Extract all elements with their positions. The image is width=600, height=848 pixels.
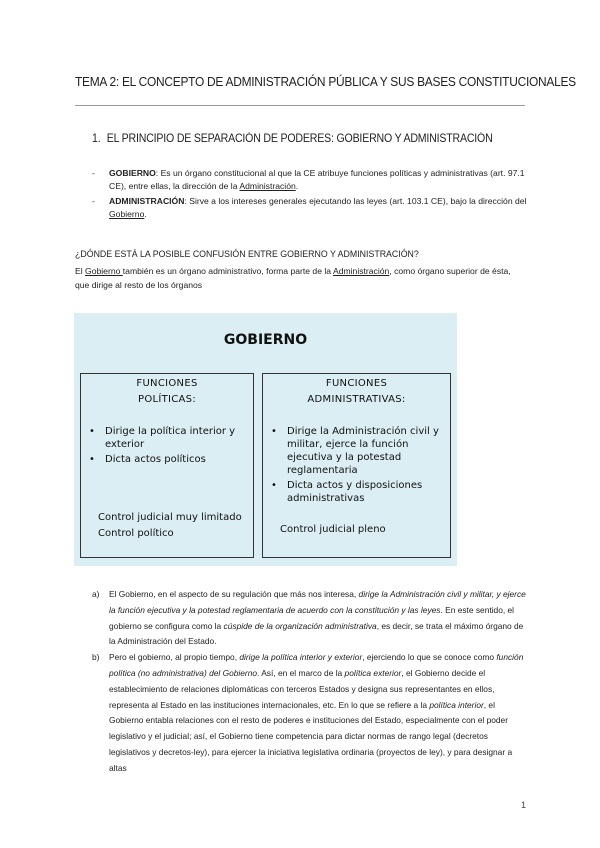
section-heading <box>92 133 493 145</box>
diagram-title: GOBIERNO <box>223 332 308 348</box>
term-gobierno: GOBIERNO <box>109 168 156 178</box>
bullet-item: • Dirige la Administración civil y militar, ejerce la función ejecutiva y la potestad reglamentaria <box>271 426 439 476</box>
control-text: Control judicial muy limitado Control político <box>98 512 242 539</box>
bullet-item: • Dirige la política interior y exterior <box>89 426 236 450</box>
bullet-icon: • <box>271 426 277 437</box>
bullet-icon: • <box>89 426 95 437</box>
page-number: 1 <box>521 800 527 810</box>
list-item-b: b) Pero el gobierno, al propio tiempo, dirige la política interior y exterior, ejerciendo lo que se conoce como función política (no administrativa) del Gobierno. Así, en el marco de la política exterior, el Gobierno decide el establecimiento de relaciones diplomáticas con terceros Estados y designa sus representantes en ellos, representa al Estado en las instituciones internacionales, etc. En lo que se refiere a la política interior, el Gobierno entabla relaciones con el resto de poderes e instituciones del Estado, especialmente con el poder legislativo y el judicial; así, el Gobierno tiene competencia para dictar normas de rango legal (decretos legislativos y decretos-ley), para ejercer la iniciativa legislativa ordinaria (proyectos de ley), y para designar a altas <box>92 652 524 773</box>
list-item-a: a) El Gobierno, en el aspecto de su regulación que más nos interesa, dirige la Administración civil y militar, y ejerce la función ejecutiva y la potestad reglamentaria de acuerdo con la constitución y las leyes. En este sentido, el gobierno se configura como la cúspide de la organización administrativa, es decir, se trata el máximo órgano de la Administración del Estado. <box>92 589 526 647</box>
bullet-list <box>89 425 247 468</box>
bullet-icon: • <box>271 480 277 491</box>
alpha-list <box>92 587 527 777</box>
definition-list <box>92 167 530 223</box>
control-text: Control judicial pleno <box>280 524 386 535</box>
link-administracion-intro[interactable]: Administración <box>332 266 390 276</box>
bullet-item: • Dicta actos y disposiciones administrativas <box>271 480 423 504</box>
box-funciones-administrativas <box>262 373 451 558</box>
document-title: TEMA 2: EL CONCEPTO DE ADMINISTRACIÓN PÚBLICA Y SUS BASES CONSTITUCIONALES <box>75 74 576 89</box>
question-heading: ¿DÓNDE ESTÁ LA POSIBLE CONFUSIÓN ENTRE GOBIERNO Y ADMINISTRACIÓN? <box>75 249 419 259</box>
bullet-list <box>271 425 444 507</box>
section-number: 1. <box>92 133 101 145</box>
link-administracion[interactable]: Administración <box>239 181 296 191</box>
bullet-item: • Dicta actos políticos <box>89 454 206 465</box>
definition-gobierno: - GOBIERNO: Es un órgano constitucional al que la CE atribuye funciones políticas y administrativas (art. 97.1 CE), entre ellas, la dirección de la Administración. <box>92 168 525 191</box>
section-heading-text: EL PRINCIPIO DE SEPARACIÓN DE PODERES: GOBIERNO Y ADMINISTRACIÓN <box>106 133 493 145</box>
term-administracion: ADMINISTRACIÓN <box>109 196 185 206</box>
link-gobierno[interactable]: Gobierno <box>109 209 145 219</box>
intro-paragraph: El Gobierno también es un órgano administrativo, forma parte de la Administración, como órgano superior de ésta, que dirige al resto de los órganos <box>75 266 511 290</box>
box-heading: FUNCIONES ADMINISTRATIVAS: <box>307 378 406 405</box>
box-heading: FUNCIONES POLÍTICAS: <box>136 378 198 405</box>
definition-administracion: - ADMINISTRACIÓN: Sirve a los intereses generales ejecutando las leyes (art. 103.1 CE), bajo la dirección del Gobierno. <box>92 196 527 219</box>
bullet-icon: • <box>89 454 95 465</box>
link-gobierno-intro[interactable]: Gobierno <box>85 266 123 276</box>
gobierno-diagram <box>74 313 457 566</box>
title-divider <box>75 105 525 106</box>
box-funciones-politicas <box>80 373 254 558</box>
